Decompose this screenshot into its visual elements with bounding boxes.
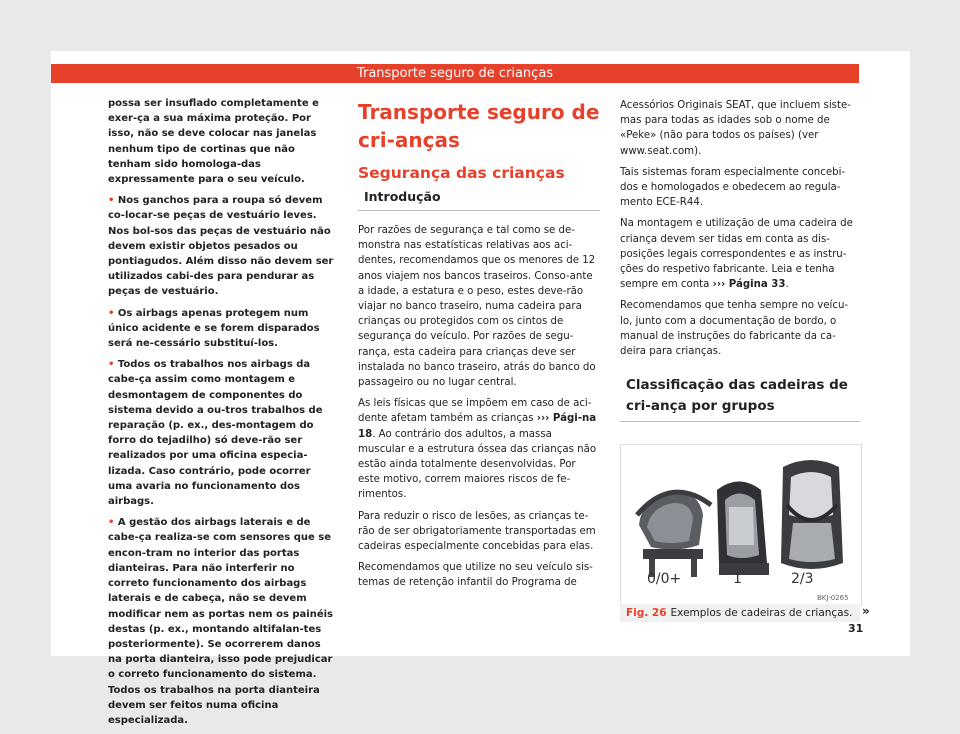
subsection-title: Classificação das cadeiras de cri-ança por grupos (626, 377, 848, 415)
bullet-icon: • (108, 517, 118, 529)
section-title: Segurança das crianças (358, 164, 565, 182)
bullet-icon: • (108, 307, 118, 319)
page-header: Transporte seguro de crianças (51, 64, 859, 83)
divider (358, 210, 600, 211)
figure-code: BKJ-0265 (817, 594, 849, 602)
figure-label: 1 (733, 571, 742, 587)
paragraph: As leis físicas que se impõem em caso de aci-dente afetam também as crianças ››› Pági-na 18. Ao contrário dos adultos, a massa muscular e a estrutura óssea das crianças não estão ainda totalmente desenvolvidas. Por este motivo, correm maiores riscos de fe-rimentos. (358, 398, 597, 501)
figure-label: 2/3 (791, 571, 814, 587)
figure-label: 0/0+ (647, 571, 682, 587)
booster-seat-icon (781, 460, 843, 569)
divider (620, 421, 860, 422)
continued-marker: » (862, 604, 870, 618)
page-reference-link[interactable]: ››› Pági-na 18 (358, 413, 597, 440)
child-seat-group1-icon (717, 482, 769, 576)
baby-carrier-icon (637, 492, 711, 577)
figure-child-seats (620, 444, 862, 606)
paragraph: Na montagem e utilização de uma cadeira de criança devem ser tidas em conta as dis-posições legais correspondentes e as instru-ções do respetivo fabricante. Leia e tenha sempre em conta ››› Página 33. (620, 218, 853, 291)
bullet-item: • Todos os trabalhos nos airbags da cabe-ça assim como montagem e desmontagem de componentes do sistema devido a ou-tros trabalhos de reparação (p. ex., des-montagem do forro do tejadilho) só deve-rão ser realizados por uma oficina especia-lizada. Caso contrário, pode ocorrer uma avaria no funcionamento dos airbags. (108, 359, 323, 508)
subsection-title: Introdução (364, 189, 441, 204)
paragraph: Tais sistemas foram especialmente concebi-dos e homologados e obedecem ao regula-mento ECE-R44. (620, 166, 846, 209)
page-reference-link[interactable]: ››› Página 33 (712, 279, 786, 291)
figure-caption (620, 604, 860, 622)
column-middle (358, 98, 600, 597)
paragraph: Recomendamos que tenha sempre no veícu-lo, junto com a documentação de bordo, o manual de instruções do fabricante da ca-deira para crianças. (620, 300, 849, 358)
page-number: 31 (848, 622, 864, 635)
paragraph: Para reduzir o risco de lesões, as crianças te-rão de ser obrigatoriamente transportadas em cadeiras especialmente concebidas para elas. (358, 510, 596, 553)
chapter-title: Transporte seguro de cri-anças (358, 100, 600, 152)
paragraph: Recomendamos que utilize no seu veículo sis-temas de retenção infantil do Programa de (358, 562, 593, 589)
bullet-item: • Nos ganchos para a roupa só devem co-locar-se peças de vestuário leves. Nos bol-sos das peças de vestuário não devem existir objetos pesados ou pontiagudos. Além disso não devem ser utilizados cabi-des para pendurar as peças de vestuário. (108, 195, 334, 298)
bullet-item: • Os airbags apenas protegem num único acidente e se forem disparados será ne-cessário substituí-los. (108, 307, 320, 350)
caption-text: Exemplos de cadeiras de crianças. (670, 607, 853, 619)
column-right (620, 98, 860, 434)
bullet-icon: • (108, 195, 118, 207)
paragraph: Acessórios Originais SEAT, que incluem siste-mas para todas as idades sob o nome de «Peke» (não para todos os países) (ver www.seat.com). (620, 100, 851, 157)
bullet-icon: • (108, 359, 118, 371)
paragraph: possa ser insuflado completamente e exer-ça a sua máxima proteção. Por isso, não se deve colocar nas janelas nenhum tipo de cortinas que não tenham sido homologa-das expressamente para o seu veículo. (108, 98, 319, 186)
figure-number: Fig. 26 (626, 607, 667, 619)
paragraph: Por razões de segurança e tal como se de-monstra nas estatísticas relativas aos aci-dentes, recomendamos que os menores de 12 anos viajem nos bancos traseiros. Conso-ante a idade, a estatura e o peso, estes deve-rão viajar no banco traseiro, numa cadeira para crianças ou protegidos com os cintos de segurança do veículo. Por razões de segu-rança, esta cadeira para crianças deve ser instalada no banco traseiro, atrás do banco do passageiro ou no lugar central. (358, 225, 596, 389)
column-left (108, 96, 338, 734)
bullet-item: • A gestão dos airbags laterais e de cabe-ça realiza-se com sensores que se encon-tram no interior das portas dianteiras. Para não interferir no correto funcionamento dos airbags laterais e de cabeça, não se devem modificar nem as portas nem os painéis destas (p. ex., montando altifalan-tes posteriormente). Se ocorrerem danos na porta dianteira, isso pode prejudicar o correto funcionamento do sistema. Todos os trabalhos na porta dianteira devem ser feitos numa oficina especializada. (108, 517, 334, 726)
